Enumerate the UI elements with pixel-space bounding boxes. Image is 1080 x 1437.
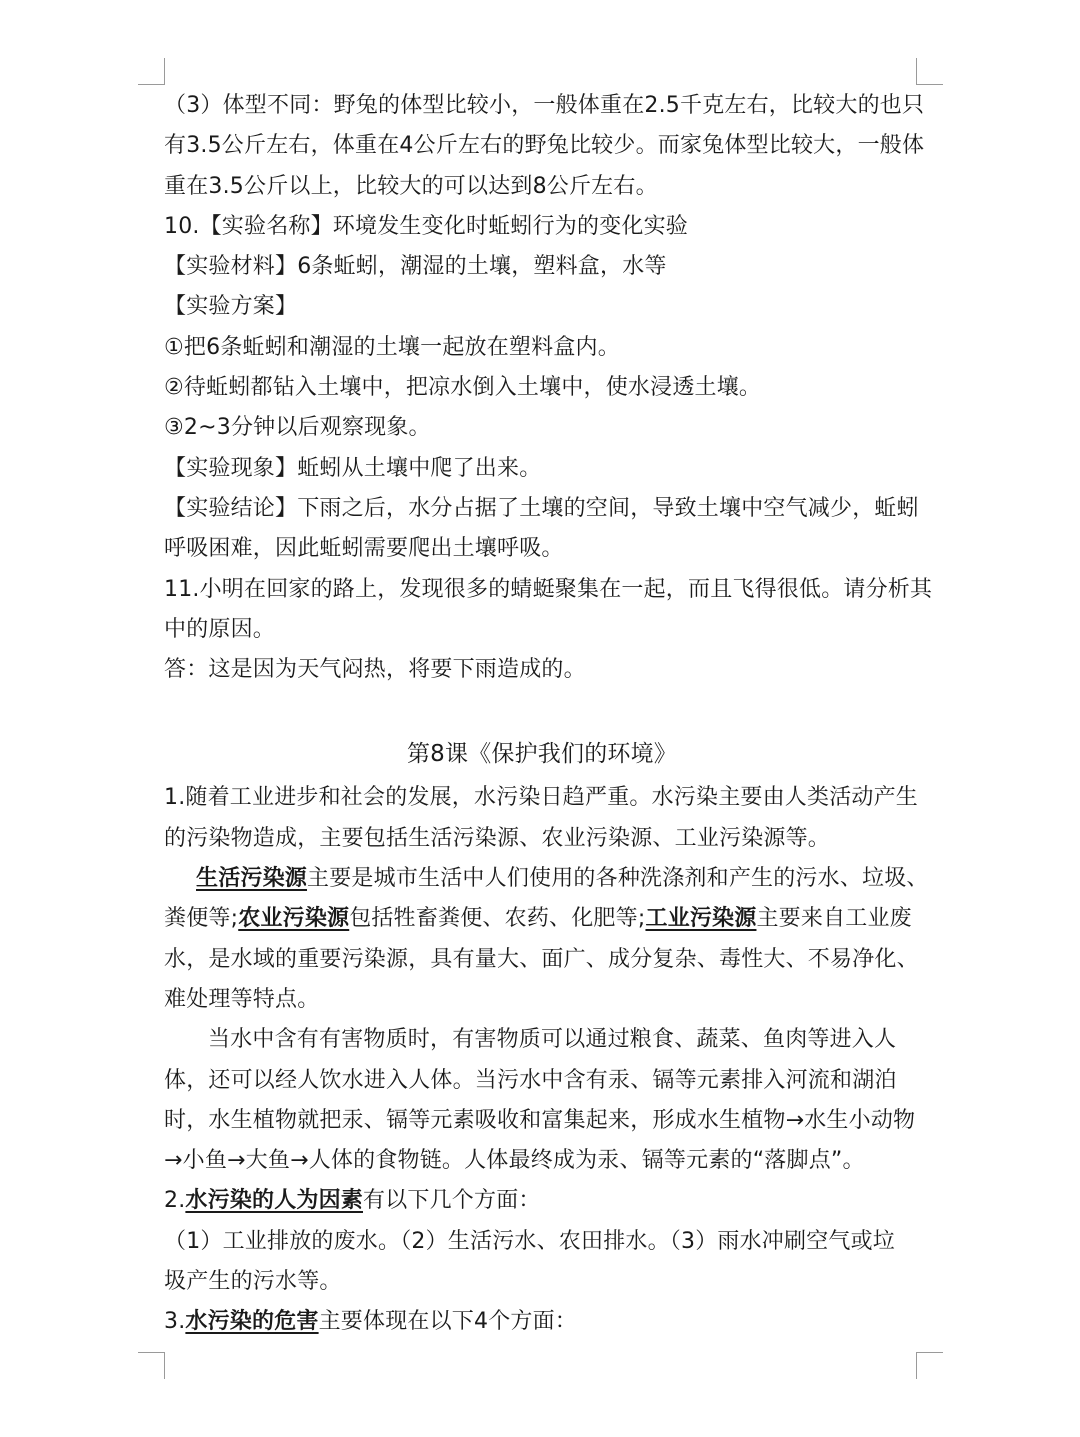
text-line (164, 1302, 920, 1342)
text-line: 【实验结论】下雨之后，水分占据了土壤的空间，导致土壤中空气减少，蚯蚓 (164, 495, 919, 521)
text-line (164, 899, 920, 939)
text-run: 主要是城市生活中人们使用的各种洗涤剂和产生的污水、垃圾、 (307, 866, 929, 892)
text-line: 【实验方案】 (164, 294, 298, 320)
keyword-industrial-pollution: 工业污染源 (645, 906, 757, 932)
text-line: ②待蚯蚓都钻入土壤中，把凉水倒入土壤中，使水浸透土壤。 (164, 375, 762, 401)
text-run: 粪便等; (164, 906, 239, 932)
text-line: 时，水生植物就把汞、镉等元素吸收和富集起来，形成水生植物→水生小动物 (164, 1107, 916, 1133)
section-spacer (164, 690, 920, 734)
text-line: （1）工业排放的废水。（2）生活污水、农田排水。（3）雨水冲刷空气或垃 (164, 1228, 895, 1254)
keyword-domestic-pollution: 生活污染源 (196, 866, 308, 892)
page-corner-mark-top-left (138, 58, 165, 85)
text-line: 中的原因。 (164, 616, 276, 642)
text-line: →小鱼→大鱼→人体的食物链。人体最终成为汞、镉等元素的“落脚点”。 (164, 1148, 865, 1174)
text-line: 【实验现象】蚯蚓从土壤中爬了出来。 (164, 455, 542, 481)
text-line: ①把6条蚯蚓和潮湿的土壤一起放在塑料盒内。 (164, 334, 620, 360)
keyword-pollution-harm: 水污染的危害 (185, 1309, 319, 1335)
text-line: 的污染物造成，主要包括生活污染源、农业污染源、工业污染源等。 (164, 825, 831, 851)
text-line: 圾产生的污水等。 (164, 1269, 342, 1295)
text-line: 1.随着工业进步和社会的发展，水污染日趋严重。水污染主要由人类活动产生 (164, 785, 918, 811)
text-line: 难处理等特点。 (164, 986, 320, 1012)
page-corner-mark-top-right (916, 58, 943, 85)
keyword-human-factors: 水污染的人为因素 (185, 1188, 363, 1214)
text-line: 体，还可以经人饮水进入人体。当污水中含有汞、镉等元素排入河流和湖泊 (164, 1067, 897, 1093)
text-line: 有3.5公斤左右，体重在4公斤左右的野兔比较少。而家兔体型比较大，一般体 (164, 133, 925, 159)
document-body (164, 86, 933, 1343)
text-run: 主要体现在以下4个方面： (318, 1309, 577, 1335)
text-line: 10.【实验名称】环境发生变化时蚯蚓行为的变化实验 (164, 213, 688, 239)
item-number: 2. (164, 1188, 186, 1214)
text-line: 答：这是因为天气闷热，将要下雨造成的。 (164, 657, 586, 683)
text-line: （3）体型不同：野兔的体型比较小，一般体重在2.5千克左右，比较大的也只 (164, 93, 925, 118)
text-line (164, 859, 929, 899)
text-line (164, 1181, 920, 1221)
keyword-agricultural-pollution: 农业污染源 (238, 906, 350, 932)
text-run: 有以下几个方面： (363, 1188, 541, 1214)
text-line: 呼吸困难，因此蚯蚓需要爬出土壤呼吸。 (164, 536, 564, 562)
text-line: 当水中含有有害物质时，有害物质可以通过粮食、蔬菜、鱼肉等进入人 (208, 1027, 897, 1053)
text-line: 11.小明在回家的路上，发现很多的蜻蜓聚集在一起，而且飞得很低。请分析其 (164, 576, 933, 602)
page-corner-mark-bottom-right (916, 1352, 943, 1379)
lesson-heading: 第8课《保护我们的环境》 (406, 741, 678, 768)
text-line: 水，是水域的重要污染源，具有量大、面广、成分复杂、毒性大、不易净化、 (164, 946, 919, 972)
text-run: 包括牲畜粪便、农药、化肥等; (349, 906, 646, 932)
text-run: 主要来自工业废 (756, 906, 912, 932)
text-line: 重在3.5公斤以上，比较大的可以达到8公斤左右。 (164, 173, 658, 199)
text-line: 【实验材料】6条蚯蚓，潮湿的土壤，塑料盒，水等 (164, 254, 667, 280)
item-number: 3. (164, 1309, 186, 1335)
text-line: ③2~3分钟以后观察现象。 (164, 415, 431, 441)
page-corner-mark-bottom-left (138, 1352, 165, 1379)
